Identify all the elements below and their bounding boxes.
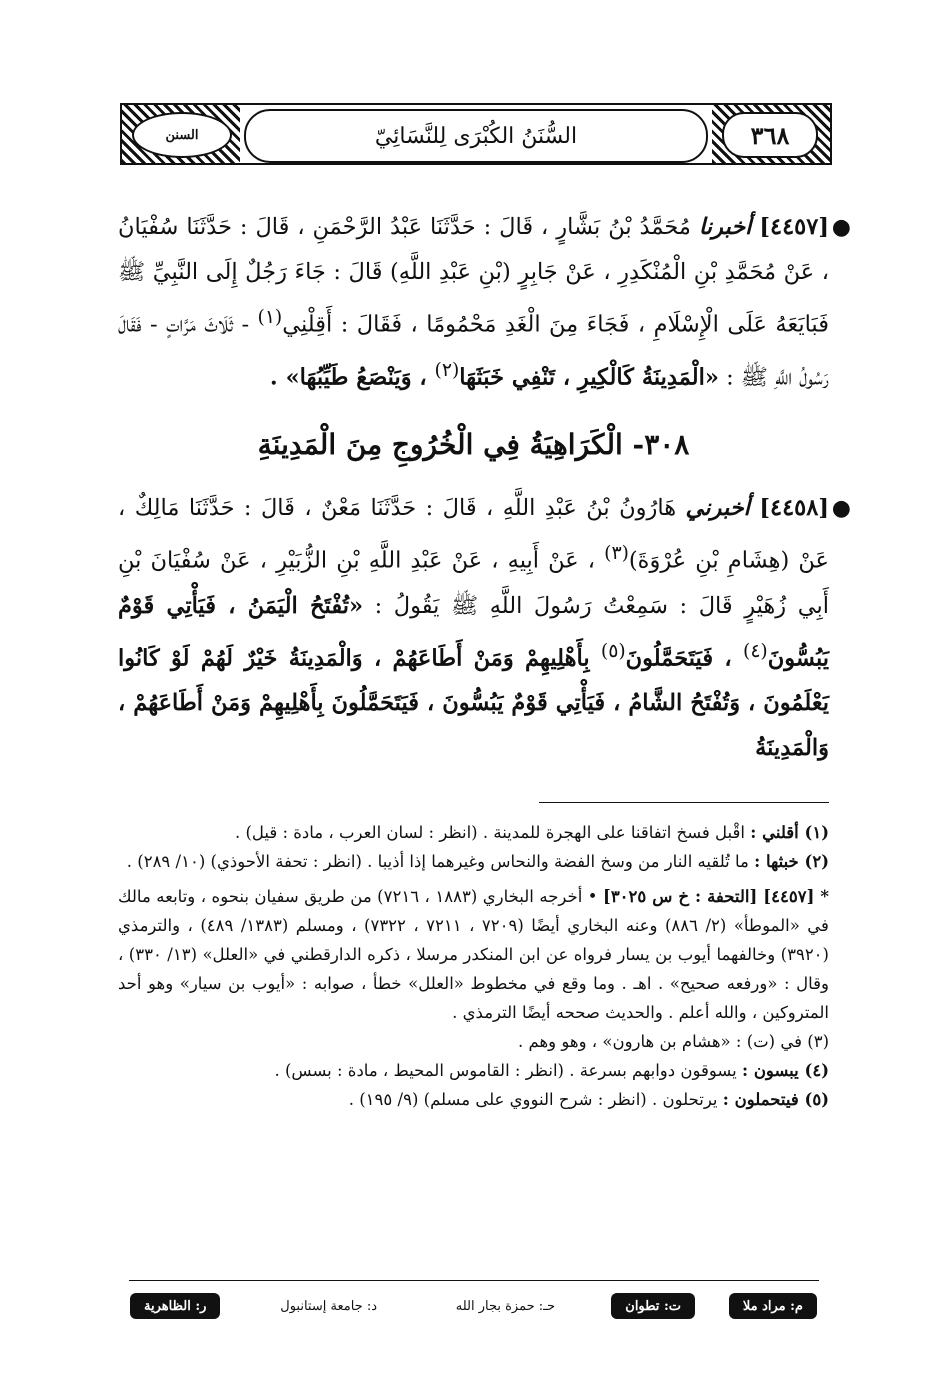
main-text [118,205,851,771]
footnote-ref: (٤) [743,640,768,662]
hadith-intro: أخبرنا [698,214,752,240]
takhrij-text: • أخرجه البخاري (١٨٨٣ ، ٧٢١٦) من طريق سفيان بنحوه ، وتابعه مالك في «الموطأ» (٢/ ٨٨٦) وعنه البخاري أيضًا (٧٢٠٩ ، ٧٢١١ ، ٧٣٢٢) ، ومسلم (١٣٨٣/ ٤٨٩) ، والترمذي (٣٩٢٠) وخالفهما أيوب بن يسار فرواه عن ابن المنكدر مرسلا ، ذكره الدارقطني في «العلل» (١٣/ ٣٣٠) ، وقال : «ورفعه صحيح» . اهـ . وما وقع في مخطوط «العلل» خطأ ، صوابه : «أيوب بن سيار» وهو أحد المتروكين ، والله أعلم . والحديث صححه أيضًا الترمذي . [118,887,829,1022]
bullet-icon: ● [831,496,851,521]
hadith-quote: ، وَيَنْصَعُ طَيِّبُهَا» . [269,364,435,390]
footnote-label: (٤) يبسون : [741,1061,829,1080]
hadith-quote: «تُفْتَحُ الْيَمَنُ ، فَيَأْتِي قَوْمٌ يَبُسُّونَ [118,592,830,671]
page-number: ٣٦٨ [722,112,818,158]
hadith-text: ، عَنْ أَبِيهِ ، عَنْ عَبْدِ اللَّهِ بْنِ الزُّبَيْرِ ، عَنْ سُفْيَانَ بْنِ أَبِي زُهَيْرٍ قَالَ : سَمِعْتُ رَسُولَ اللَّهِ ﷺ يَقُولُ : [118,547,830,619]
credit-t: ت: تطوان [611,1293,695,1319]
hadith-text: - ثَلَاثَ مَرَّاتٍ - فَقَالَ رَسُولُ اللَّهِ ﷺ : [118,311,829,390]
book-title: السُّنَنُ الكُبْرَى لِلنَّسَائِيّ [244,109,708,163]
page-header [120,103,832,165]
footnote-5 [118,1085,829,1114]
footnote-3: (٣) في (ت) : «هشام بن هارون» ، وهو وهم . [517,1032,829,1051]
hadith-4457 [118,205,851,400]
footnote-ref: (٢) [434,359,460,381]
footnote-1 [118,818,829,847]
footnotes [118,818,829,1114]
credits-divider [129,1280,819,1281]
footnote-2 [118,847,829,876]
takhrij-4457 [118,882,829,1027]
manuscript-credits [130,1290,817,1322]
credit-r: ر: الظاهرية [130,1293,220,1319]
header-ornament-left [122,105,240,163]
footnote-text: يرتحلون . (انظر : شرح النووي على مسلم) (٩/ ١٩٥) . [348,1090,723,1109]
hadith-quote: «الْمَدِينَةُ كَالْكِيرِ ، تَنْفِي خَبَثَهَا [459,364,719,390]
footnote-label: (٥) فيتحملون : [722,1090,829,1109]
header-ornament-right [712,105,830,163]
footnote-text: اقْبل فسخ اتفاقنا على الهجرة للمدينة . (انظر : لسان العرب ، مادة : قيل) . [234,823,751,842]
credit-d: د: جامعة إستانبول [280,1298,377,1314]
footnote-4 [118,1056,829,1085]
section-title: ٣٠٨- الْكَرَاهِيَةُ فِي الْخُرُوجِ مِنَ الْمَدِينَةِ [257,428,690,461]
takhrij-label: * [٤٤٥٧] [التحفة : خ س ٣٠٢٥] [603,887,829,906]
hadith-quote: ، فَيَتَحَمَّلُونَ [625,645,743,671]
footnote-divider [539,802,829,803]
credit-m: م: مراد ملا [729,1293,817,1319]
footnote-ref: (٣) [604,543,629,564]
footnote-ref: (١) [257,307,283,328]
footnote-text: ما تُلقيه النار من وسخ الفضة والنحاس وغيرهما إذا أذيبا . (انظر : تحفة الأحوذي) (١٠/ ٢٨٩) . [126,852,755,871]
bullet-icon: ● [831,215,851,240]
hadith-intro: أخبرني [685,495,750,521]
hadith-4458 [118,486,851,771]
footnote-ref: (٥) [600,640,626,662]
credit-h: حـ: حمزة بجار الله [455,1298,555,1314]
book-seal-logo: السنن [132,112,232,158]
hadith-text: هَارُونُ بْنُ عَبْدِ اللَّهِ ، قَالَ : حَدَّثَنَا مَعْنٌ ، قَالَ : حَدَّثَنَا مَالِكٌ ، عَنْ (هِشَامِ بْنِ عُرْوَةَ) [118,495,829,574]
hadith-number: [٤٤٥٧] [759,214,830,240]
hadith-text: مُحَمَّدُ بْنُ بَشَّارٍ ، قَالَ : حَدَّثَنَا عَبْدُ الرَّحْمَنِ ، قَالَ : حَدَّثَنَا سُفْيَانُ ، عَنْ مُحَمَّدِ بْنِ الْمُنْكَدِرِ ، عَنْ جَابِرٍ (بْنِ عَبْدِ اللَّهِ) قَالَ : جَاءَ رَجُلٌ إِلَى النَّبِيِّ ﷺ فَبَايَعَهُ عَلَى الْإِسْلَامِ ، فَجَاءَ مِنَ الْغَدِ مَحْمُومًا ، فَقَالَ : أَقِلْنِي [118,214,829,338]
footnote-label: (١) أقلني : [750,823,829,842]
hadith-quote: بِأَهْلِيهِمْ وَمَنْ أَطَاعَهُمْ ، وَالْمَدِينَةُ خَيْرٌ لَهُمْ لَوْ كَانُوا يَعْلَمُونَ ، وَتُفْتَحُ الشَّامُ ، فَيَأْتِي قَوْمٌ يَبُسُّونَ ، فَيَتَحَمَّلُونَ بِأَهْلِيهِمْ وَمَنْ أَطَاعَهُمْ ، وَالْمَدِينَةُ [118,645,829,761]
footnote-label: (٢) خبثها : [754,852,829,871]
footnote-text: يسوقون دوابهم بسرعة . (انظر : القاموس المحيط ، مادة : بسس) . [274,1061,742,1080]
hadith-number: [٤٤٥٨] [759,495,830,521]
